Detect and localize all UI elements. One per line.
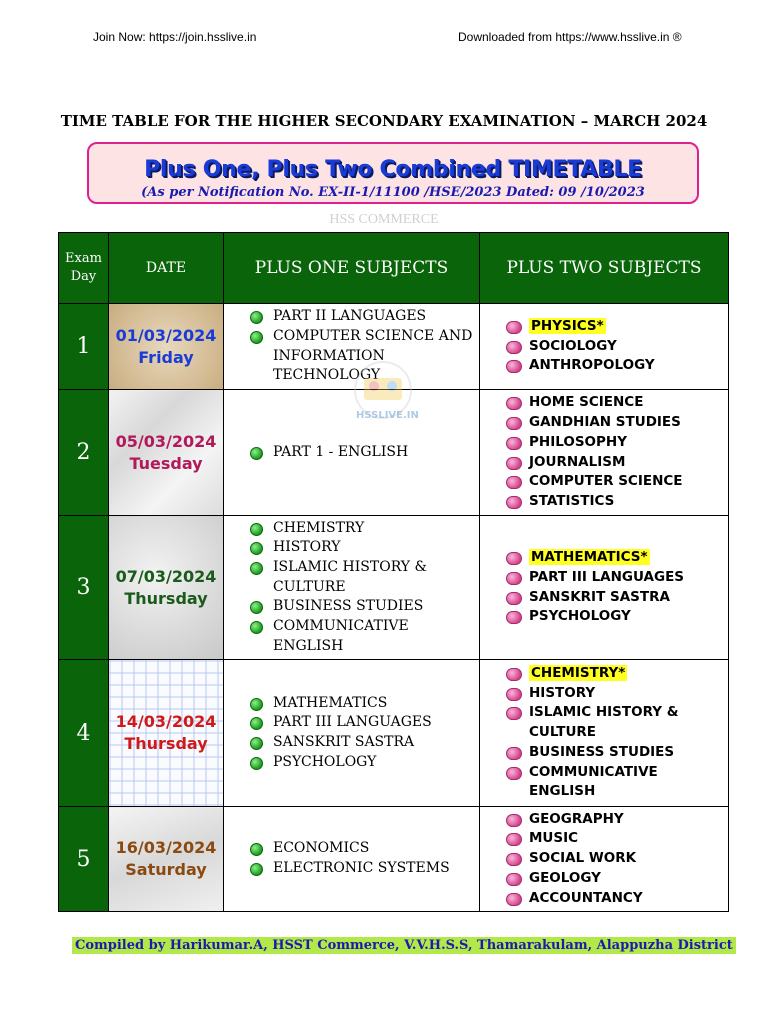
- exam-date-cell: [109, 304, 224, 390]
- subject-item: [250, 519, 478, 539]
- timetable: [58, 232, 729, 912]
- plus-one-subjects-cell: [224, 807, 480, 912]
- pink-bullet-icon: [506, 321, 522, 334]
- subject-item: [506, 684, 727, 704]
- subject-item: [250, 713, 478, 733]
- subject-name: PART 1 - ENGLISH: [273, 443, 409, 460]
- subject-name: PSYCHOLOGY: [273, 753, 377, 770]
- green-bullet-icon: [250, 757, 263, 770]
- header-plus-two: PLUS TWO SUBJECTS: [480, 233, 729, 304]
- subject-name: SOCIAL WORK: [529, 850, 637, 867]
- subject-item: [506, 763, 727, 803]
- subject-item: [250, 753, 478, 773]
- exam-day-number: 5: [59, 807, 109, 912]
- pink-bullet-icon: [506, 417, 522, 430]
- pink-bullet-icon: [506, 688, 522, 701]
- green-bullet-icon: [250, 542, 263, 555]
- subject-item: [506, 337, 727, 357]
- subject-name: PART III LANGUAGES: [529, 568, 685, 585]
- pink-bullet-icon: [506, 437, 522, 450]
- pink-bullet-icon: [506, 496, 522, 509]
- subject-item: [506, 356, 727, 376]
- green-bullet-icon: [250, 698, 263, 711]
- pink-bullet-icon: [506, 341, 522, 354]
- exam-date: 16/03/2024: [115, 838, 217, 857]
- subject-item: [506, 453, 727, 473]
- subject-name: HISTORY: [529, 684, 596, 701]
- subject-name: MUSIC: [529, 830, 579, 847]
- green-bullet-icon: [250, 737, 263, 750]
- subject-name: ISLAMIC HISTORY & CULTURE: [529, 704, 679, 741]
- subject-item: [250, 733, 478, 753]
- exam-date: 07/03/2024: [115, 566, 217, 586]
- exam-date-cell: [109, 807, 224, 912]
- subject-item: [250, 443, 478, 463]
- pink-bullet-icon: [506, 853, 522, 866]
- hsslive-logo-text: HSSLIVE.IN: [356, 410, 419, 421]
- subject-name: PHILOSOPHY: [529, 433, 627, 450]
- subject-name: GEOLOGY: [529, 869, 601, 886]
- plus-two-subjects-cell: [480, 516, 729, 660]
- subject-item: [506, 607, 727, 627]
- subject-list: [506, 393, 727, 512]
- exam-day-number: 3: [59, 516, 109, 660]
- pink-bullet-icon: [506, 668, 522, 681]
- table-row: [59, 516, 729, 660]
- subject-name: ISLAMIC HISTORY & CULTURE: [273, 558, 427, 595]
- subject-item: [506, 664, 727, 684]
- green-bullet-icon: [250, 621, 263, 634]
- header-join-link[interactable]: Join Now: https://join.hsslive.in: [93, 30, 257, 44]
- table-row: [59, 807, 729, 912]
- subject-item: [250, 839, 478, 859]
- subject-name: CHEMISTRY*: [531, 664, 626, 681]
- green-bullet-icon: [250, 331, 263, 344]
- pink-bullet-icon: [506, 767, 522, 780]
- header-plus-one: PLUS ONE SUBJECTS: [224, 233, 480, 304]
- subject-name: PSYCHOLOGY: [529, 608, 631, 625]
- exam-weekday: Tuesday: [129, 453, 203, 473]
- table-row: [59, 660, 729, 807]
- subject-name: CHEMISTRY: [273, 519, 365, 536]
- exam-date-cell: [109, 660, 224, 807]
- subject-name: COMPUTER SCIENCE: [529, 473, 683, 490]
- exam-weekday: Saturday: [125, 860, 207, 879]
- subject-list: [506, 317, 727, 376]
- green-bullet-icon: [250, 717, 263, 730]
- pink-bullet-icon: [506, 592, 522, 605]
- subject-item: [250, 617, 478, 656]
- subject-item: [506, 703, 727, 743]
- header-download-link[interactable]: Downloaded from https://www.hsslive.in ®: [458, 30, 682, 44]
- subject-name: PART II LANGUAGES: [273, 308, 427, 325]
- subject-list: [506, 810, 727, 909]
- subject-item: [506, 743, 727, 763]
- pink-bullet-icon: [506, 873, 522, 886]
- subject-item: [506, 393, 727, 413]
- footer-credit: Compiled by Harikumar.A, HSST Commerce, V.V.H.S.S, Thamarakulam, Alappuzha District: [72, 937, 736, 954]
- banner-subtitle: (As per Notification No. EX-II-1/11100 /HSE/2023 Dated: 09 /10/2023: [141, 185, 645, 200]
- subject-name: COMMUNICATIVE ENGLISH: [273, 618, 409, 654]
- green-bullet-icon: [250, 562, 263, 575]
- subject-name: COMPUTER SCIENCE AND INFORMATION TECHNOLOGY: [273, 327, 473, 384]
- exam-day-number: 4: [59, 660, 109, 807]
- subject-item: [506, 413, 727, 433]
- subject-name: SANSKRIT SASTRA: [529, 588, 670, 605]
- subject-item: [506, 588, 727, 608]
- subject-name: SANSKRIT SASTRA: [273, 734, 415, 750]
- exam-date-cell: [109, 516, 224, 660]
- subject-item: [250, 859, 478, 879]
- exam-day-number: 1: [59, 304, 109, 390]
- green-bullet-icon: [250, 843, 263, 856]
- subject-name: COMMUNICATIVE ENGLISH: [529, 763, 658, 800]
- subject-item: [506, 433, 727, 453]
- exam-date: 05/03/2024: [115, 431, 217, 451]
- subject-list: [250, 839, 478, 878]
- exam-date-cell: [109, 390, 224, 516]
- pink-bullet-icon: [506, 397, 522, 410]
- subject-list: [250, 443, 478, 463]
- exam-date: 14/03/2024: [115, 712, 217, 731]
- subject-item: [506, 849, 727, 869]
- subject-name: GEOGRAPHY: [529, 810, 624, 827]
- subject-name: GANDHIAN STUDIES: [529, 413, 681, 430]
- pink-bullet-icon: [506, 893, 522, 906]
- green-bullet-icon: [250, 311, 263, 324]
- subject-item: [506, 829, 727, 849]
- exam-weekday: Thursday: [124, 588, 208, 608]
- plus-two-subjects-cell: [480, 807, 729, 912]
- pink-bullet-icon: [506, 833, 522, 846]
- pink-bullet-icon: [506, 457, 522, 470]
- plus-one-subjects-cell: [224, 516, 480, 660]
- plus-two-subjects-cell: [480, 660, 729, 807]
- subject-name: JOURNALISM: [529, 453, 626, 470]
- subject-item: [250, 694, 478, 714]
- subject-item: [250, 597, 478, 617]
- subject-name: ACCOUNTANCY: [529, 889, 643, 906]
- subject-name: MATHEMATICS: [273, 694, 388, 711]
- subject-list: [506, 664, 727, 803]
- subject-name: PHYSICS*: [531, 317, 604, 334]
- pink-bullet-icon: [506, 552, 522, 565]
- subject-name: ECONOMICS: [273, 840, 370, 857]
- subject-item: [506, 869, 727, 889]
- subject-item: [506, 317, 727, 337]
- subject-item: [506, 568, 727, 588]
- pink-bullet-icon: [506, 360, 522, 373]
- pink-bullet-icon: [506, 707, 522, 720]
- pink-bullet-icon: [506, 611, 522, 624]
- exam-weekday: Thursday: [124, 734, 208, 753]
- plus-two-subjects-cell: [480, 390, 729, 516]
- subject-name: MATHEMATICS*: [531, 548, 648, 565]
- subject-name: ANTHROPOLOGY: [529, 357, 655, 374]
- pink-bullet-icon: [506, 747, 522, 760]
- header-date: DATE: [109, 233, 224, 304]
- subject-item: [506, 889, 727, 909]
- subject-name: STATISTICS: [529, 493, 615, 510]
- banner-title: Plus One, Plus Two Combined TIMETABLE: [144, 157, 642, 182]
- pink-bullet-icon: [506, 572, 522, 585]
- subject-name: HOME SCIENCE: [529, 394, 644, 411]
- plus-one-subjects-cell: [224, 660, 480, 807]
- subject-name: ELECTRONIC SYSTEMS: [273, 860, 450, 876]
- table-header-row: [59, 233, 729, 304]
- subject-item: [506, 548, 727, 568]
- green-bullet-icon: [250, 601, 263, 614]
- subject-list: [250, 519, 478, 657]
- subject-item: [506, 810, 727, 830]
- banner: [87, 142, 699, 204]
- subject-item: [250, 307, 478, 327]
- subject-name: SOCIOLOGY: [529, 337, 617, 354]
- exam-weekday: Friday: [138, 347, 194, 367]
- subject-item: [250, 558, 478, 597]
- subject-name: BUSINESS STUDIES: [529, 743, 675, 760]
- watermark-text: HSS COMMERCE: [329, 212, 439, 227]
- green-bullet-icon: [250, 863, 263, 876]
- subject-item: [506, 472, 727, 492]
- subject-name: PART III LANGUAGES: [273, 714, 432, 731]
- subject-name: BUSINESS STUDIES: [273, 598, 424, 615]
- subject-list: [506, 548, 727, 627]
- subject-item: [250, 538, 478, 558]
- green-bullet-icon: [250, 447, 263, 460]
- green-bullet-icon: [250, 523, 263, 536]
- subject-item: [506, 492, 727, 512]
- pink-bullet-icon: [506, 814, 522, 827]
- exam-date: 01/03/2024: [115, 325, 217, 345]
- header-exam-day: Exam Day: [59, 233, 109, 304]
- plus-two-subjects-cell: [480, 304, 729, 390]
- page-title: TIME TABLE FOR THE HIGHER SECONDARY EXAMINATION – MARCH 2024: [60, 112, 708, 130]
- subject-list: [250, 694, 478, 773]
- exam-day-number: 2: [59, 390, 109, 516]
- subject-name: HISTORY: [273, 539, 341, 556]
- pink-bullet-icon: [506, 476, 522, 489]
